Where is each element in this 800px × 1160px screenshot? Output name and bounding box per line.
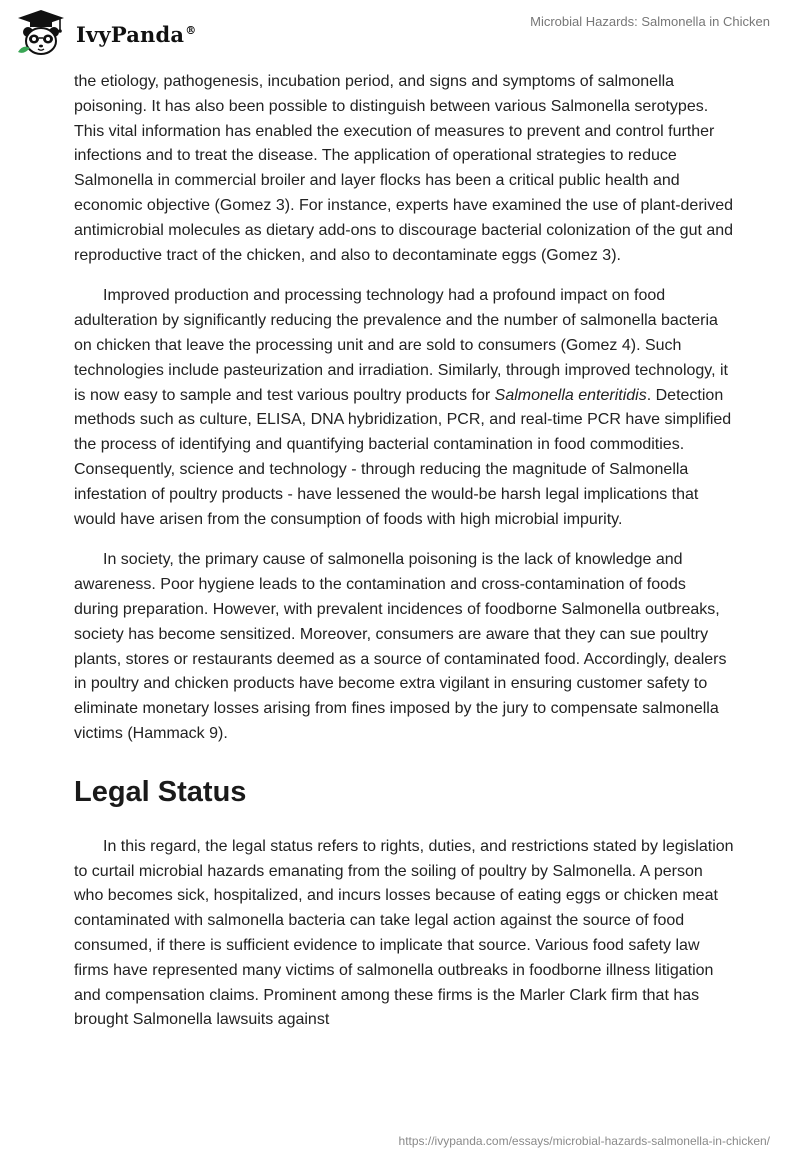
paragraph: Improved production and processing technology had a profound impact on food adulteration by significantly reducing the prevalence and the number of salmonella bacteria on chicken that leave the processing unit and are sold to consumers (Gomez 4). Such technologies include pasteurization and irradiation. Similarly, through improved technology, it is now easy to sample and test various poultry products for Salmonella enteritidis. Detection methods such as culture, ELISA, DNA hybridization, PCR, and real-time PCR have simplified the process of identifying and quantifying bacterial contamination in food commodities. Consequently, science and technology - through reducing the magnitude of Salmonella infestation of poultry products - have lessened the would-be harsh legal implications that would have arisen from the consumption of foods with high microbial impurity. [74, 287, 732, 528]
source-url-link[interactable]: https://ivypanda.com/essays/microbial-hazards-salmonella-in-chicken/ [398, 1134, 770, 1148]
document-title: Microbial Hazards: Salmonella in Chicken [530, 14, 770, 29]
brand-name: IvyPanda® [76, 21, 197, 47]
article-body [74, 70, 734, 1049]
page-header [0, 0, 800, 70]
paragraph: the etiology, pathogenesis, incubation period, and signs and symptoms of salmonella poisoning. It has also been possible to distinguish between various Salmonella serotypes. This vital information has enabled the execution of measures to prevent and control further infections and to treat the disease. The application of operational strategies to reduce Salmonella in commercial broiler and layer flocks has been a critical public health and economic objective (Gomez 3). For instance, experts have examined the use of plant-derived antimicrobial molecules as dietary add-ons to discourage bacterial colonization of the gut and reproductive tract of the chicken, and also to decontaminate eggs (Gomez 3). [74, 73, 734, 264]
section-heading: Legal Status [74, 775, 247, 808]
panda-logo-icon [14, 8, 68, 58]
paragraph: In this regard, the legal status refers to rights, duties, and restrictions stated by legislation to curtail microbial hazards emanating from the soiling of poultry by Salmonella. A person who becomes sick, hospitalized, and incurs losses because of eating eggs or chicken meat contaminated with salmonella bacteria can take legal action against the source of food consumed, if there is sufficient evidence to implicate that source. Various food safety law firms have represented many victims of salmonella outbreaks in foodborne illness litigation and compensation claims. Prominent among these firms is the Marler Clark firm that has brought Salmonella lawsuits against [74, 837, 734, 1029]
paragraph: In society, the primary cause of salmonella poisoning is the lack of knowledge and awareness. Poor hygiene leads to the contamination and cross-contamination of foods during preparation. However, with prevalent incidences of foodborne Salmonella outbreaks, society has become sensitized. Moreover, consumers are aware that they can sue poultry plants, stores or restaurants deemed as a source of contaminated food. Accordingly, dealers in poultry and chicken products have become extra vigilant in ensuring customer safety to eliminate monetary losses arising from fines imposed by the jury to compensate salmonella victims (Hammack 9). [74, 551, 727, 742]
brand-logo[interactable] [14, 8, 196, 58]
species-name: Salmonella enteritidis [494, 386, 647, 404]
